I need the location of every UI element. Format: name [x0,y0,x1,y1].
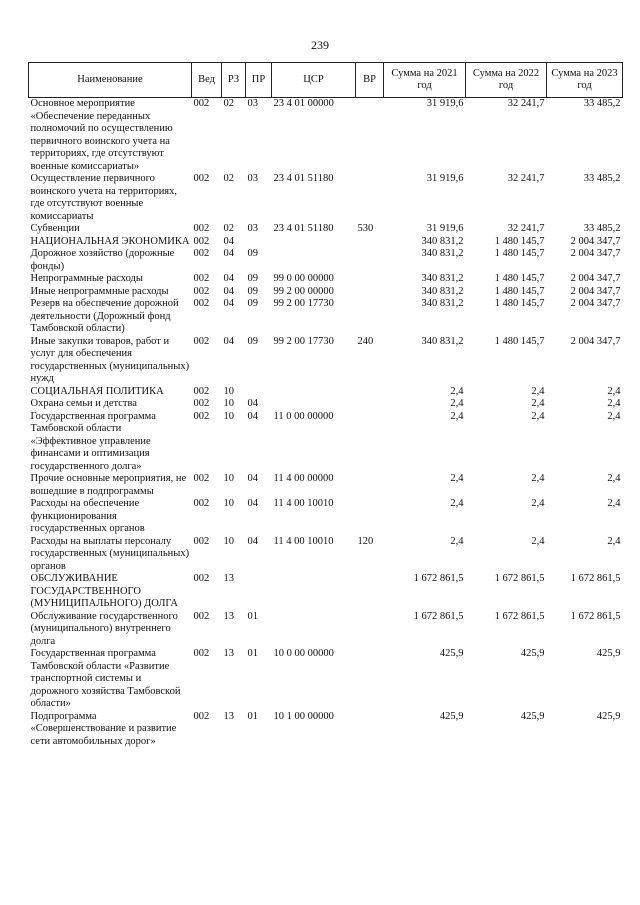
row-sum-2023: 2,4 [607,473,621,484]
row-name: Государственная программа Тамбовской области «Развитие транспортной системы и дорожного хозяйства Тамбовской области» [30,648,181,709]
row-pr: 04 [247,398,258,409]
row-name: СОЦИАЛЬНАЯ ПОЛИТИКА [30,385,164,397]
row-csr [272,236,356,249]
row-csr [272,573,356,611]
row-csr: 10 1 00 00000 [273,710,334,722]
row-ved: 002 [193,98,210,109]
table-row [29,173,623,223]
row-vr [356,398,384,411]
row-rz: 10 [223,398,234,409]
row-sum-2021: 425,9 [439,648,464,659]
row-sum-2021: 1 672 861,5 [413,610,464,622]
table-row [29,536,623,574]
page-number: 239 [311,38,329,52]
row-sum-2021: 31 919,6 [426,98,464,109]
row-ved: 002 [193,298,210,309]
row-name: НАЦИОНАЛЬНАЯ ЭКОНОМИКА [30,235,190,247]
row-rz: 04 [223,285,234,297]
table-row [29,286,623,299]
row-sum-2021: 340 831,2 [421,273,464,284]
row-sum-2023: 2,4 [607,385,621,397]
row-sum-2022: 2,4 [531,473,545,484]
row-rz: 10 [223,473,234,484]
table-row [29,236,623,249]
row-vr [356,248,384,273]
table-row [29,611,623,649]
row-rz: 13 [223,710,234,722]
row-sum-2023: 2 004 347,7 [570,235,621,247]
row-vr [356,498,384,536]
row-name: Расходы на выплаты персоналу государственных (муниципальных) органов [30,535,190,572]
row-ved: 002 [193,173,210,184]
row-ved: 002 [193,223,210,234]
row-name: Непрограммные расходы [30,273,143,284]
table-row [29,648,623,711]
row-ved: 002 [193,248,210,259]
table-header-row [29,63,623,98]
row-pr: 09 [247,335,258,347]
row-rz: 13 [223,573,234,584]
row-name: Обслуживание государственного (муниципального) внутреннего долга [30,610,178,647]
row-pr: 09 [247,248,258,259]
row-pr: 09 [247,298,258,309]
row-csr: 99 2 00 00000 [273,285,334,297]
row-sum-2021: 340 831,2 [421,285,464,297]
row-sum-2023: 2 004 347,7 [570,285,621,297]
row-vr [356,236,384,249]
table-row [29,573,623,611]
row-ved: 002 [193,573,210,584]
header-vr: ВР [356,63,384,98]
row-sum-2022: 425,9 [520,648,545,659]
row-sum-2021: 2,4 [450,410,464,422]
row-rz: 10 [223,385,234,397]
row-csr: 99 2 00 17730 [273,298,334,309]
row-vr [356,386,384,399]
row-csr: 23 4 01 00000 [273,98,334,109]
header-csr: ЦСР [272,63,356,98]
row-pr: 03 [247,173,258,184]
row-name: ОБСЛУЖИВАНИЕ ГОСУДАРСТВЕННОГО (МУНИЦИПАЛЬНОГО) ДОЛГА [30,573,178,609]
row-name: Расходы на обеспечение функционирования государственных органов [30,498,145,534]
row-ved: 002 [193,398,210,409]
row-pr: 04 [247,498,258,509]
row-pr: 04 [247,535,258,547]
row-sum-2023: 425,9 [596,710,621,722]
row-name: Государственная программа Тамбовской области «Эффективное управление финансами и оптимизация государственного долга» [30,410,156,472]
row-csr: 11 4 00 10010 [273,498,334,509]
row-pr: 01 [247,648,258,659]
row-pr: 01 [247,610,258,622]
row-pr [246,236,272,249]
row-sum-2021: 2,4 [450,398,464,409]
row-rz: 10 [223,498,234,509]
row-sum-2023: 425,9 [596,648,621,659]
row-rz: 04 [223,273,234,284]
row-rz: 13 [223,610,234,622]
row-sum-2021: 2,4 [450,473,464,484]
row-sum-2022: 2,4 [531,385,545,397]
row-pr: 04 [247,410,258,422]
row-rz: 02 [223,98,234,109]
row-ved: 002 [193,610,210,622]
table-row [29,273,623,286]
table-row [29,298,623,336]
row-ved: 002 [193,535,210,547]
row-csr: 11 0 00 00000 [273,410,334,422]
row-sum-2023: 2 004 347,7 [570,335,621,347]
row-sum-2023: 2 004 347,7 [570,273,621,284]
header-name: Наименование [29,63,192,98]
row-sum-2023: 2,4 [607,410,621,422]
row-sum-2021: 31 919,6 [426,173,464,184]
table-row [29,336,623,386]
row-ved: 002 [193,410,210,422]
row-sum-2022: 32 241,7 [507,98,545,109]
row-sum-2023: 1 672 861,5 [570,573,621,584]
row-name: Охрана семьи и детства [30,398,137,409]
row-ved: 002 [193,273,210,284]
row-rz: 13 [223,648,234,659]
row-vr [356,273,384,286]
row-sum-2023: 2 004 347,7 [570,298,621,309]
table-row [29,223,623,236]
row-csr: 23 4 01 51180 [273,173,334,184]
row-pr: 01 [247,710,258,722]
header-rz: РЗ [222,63,246,98]
row-sum-2023: 33 485,2 [583,98,621,109]
row-name: Дорожное хозяйство (дорожные фонды) [30,248,175,272]
row-sum-2023: 1 672 861,5 [570,610,621,622]
row-pr [246,386,272,399]
row-sum-2021: 31 919,6 [426,223,464,234]
row-vr [356,173,384,223]
row-vr: 240 [357,335,374,347]
row-rz: 04 [223,248,234,259]
row-csr: 99 2 00 17730 [273,335,334,347]
row-vr [356,286,384,299]
table-row [29,98,623,174]
row-csr [272,611,356,649]
row-ved: 002 [193,648,210,659]
row-sum-2022: 1 480 145,7 [494,298,545,309]
table-row [29,398,623,411]
row-sum-2022: 1 480 145,7 [494,273,545,284]
row-sum-2022: 2,4 [531,410,545,422]
row-csr: 99 0 00 00000 [273,273,334,284]
row-rz: 04 [223,335,234,347]
row-pr [246,573,272,611]
table-row [29,411,623,474]
row-vr [356,573,384,611]
row-sum-2021: 340 831,2 [421,248,464,259]
row-ved: 002 [193,710,210,722]
row-name: Основное мероприятие «Обеспечение переданных полномочий по осуществлению первичного воинского учета на территориях, где отсутствуют военные комиссариаты» [30,98,173,172]
row-name: Иные закупки товаров, работ и услуг для обеспечения государственных (муниципальных) нужд [30,335,190,384]
budget-table [28,62,623,748]
row-vr [356,411,384,474]
row-sum-2021: 1 672 861,5 [413,573,464,584]
row-sum-2023: 33 485,2 [583,173,621,184]
header-sum-2023: Сумма на 2023 год [547,63,623,98]
row-sum-2022: 1 672 861,5 [494,573,545,584]
row-sum-2021: 340 831,2 [421,235,464,247]
row-name: Подпрограмма «Совершенствование и развитие сети автомобильных дорог» [30,710,177,747]
row-sum-2023: 2,4 [607,535,621,547]
row-sum-2021: 340 831,2 [421,298,464,309]
row-sum-2021: 2,4 [450,498,464,509]
row-sum-2022: 425,9 [520,710,545,722]
row-pr: 09 [247,285,258,297]
row-sum-2022: 2,4 [531,398,545,409]
row-sum-2023: 2,4 [607,398,621,409]
row-csr: 11 4 00 00000 [273,473,334,484]
row-csr [272,248,356,273]
row-sum-2023: 2,4 [607,498,621,509]
row-sum-2021: 425,9 [439,710,464,722]
table-row [29,473,623,498]
row-rz: 04 [223,235,234,247]
row-vr [356,711,384,749]
row-ved: 002 [193,498,210,509]
row-ved: 002 [193,285,210,297]
row-pr: 09 [247,273,258,284]
row-pr: 03 [247,223,258,234]
row-csr: 23 4 01 51180 [273,223,334,234]
row-sum-2023: 2 004 347,7 [570,248,621,259]
table-row [29,711,623,749]
row-sum-2022: 1 480 145,7 [494,335,545,347]
row-sum-2021: 2,4 [450,535,464,547]
table-row [29,386,623,399]
row-sum-2022: 1 672 861,5 [494,610,545,622]
row-csr [272,386,356,399]
row-vr: 120 [357,535,374,547]
row-rz: 02 [223,173,234,184]
row-name: Резерв на обеспечение дорожной деятельности (Дорожный фонд Тамбовской области) [30,298,179,334]
row-rz: 10 [223,535,234,547]
row-sum-2022: 1 480 145,7 [494,235,545,247]
row-sum-2022: 32 241,7 [507,223,545,234]
row-vr [356,298,384,336]
row-name: Осуществление первичного воинского учета на территориях, где отсутствуют военные комиссариаты [30,173,178,222]
row-csr [272,398,356,411]
row-ved: 002 [193,335,210,347]
row-vr [356,98,384,174]
row-sum-2022: 2,4 [531,535,545,547]
header-pr: ПР [246,63,272,98]
row-vr [356,611,384,649]
row-ved: 002 [193,473,210,484]
row-vr [356,648,384,711]
header-sum-2021: Сумма на 2021 год [384,63,466,98]
row-csr: 11 4 00 10010 [273,535,334,547]
row-name: Иные непрограммные расходы [30,285,169,297]
row-sum-2022: 32 241,7 [507,173,545,184]
header-ved: Вед [192,63,222,98]
row-pr: 04 [247,473,258,484]
row-sum-2023: 33 485,2 [583,223,621,234]
row-rz: 04 [223,298,234,309]
table-row [29,248,623,273]
row-name: Прочие основные мероприятия, не вошедшие в подпрограммы [30,473,187,497]
row-rz: 10 [223,410,234,422]
row-ved: 002 [193,385,210,397]
row-ved: 002 [193,235,210,247]
row-sum-2021: 2,4 [450,385,464,397]
table-row [29,498,623,536]
row-vr: 530 [357,223,374,234]
row-name: Субвенции [30,223,80,234]
row-pr: 03 [247,98,258,109]
row-sum-2021: 340 831,2 [421,335,464,347]
row-sum-2022: 1 480 145,7 [494,285,545,297]
row-csr: 10 0 00 00000 [273,648,334,659]
row-sum-2022: 2,4 [531,498,545,509]
row-rz: 02 [223,223,234,234]
row-sum-2022: 1 480 145,7 [494,248,545,259]
header-sum-2022: Сумма на 2022 год [466,63,547,98]
row-vr [356,473,384,498]
